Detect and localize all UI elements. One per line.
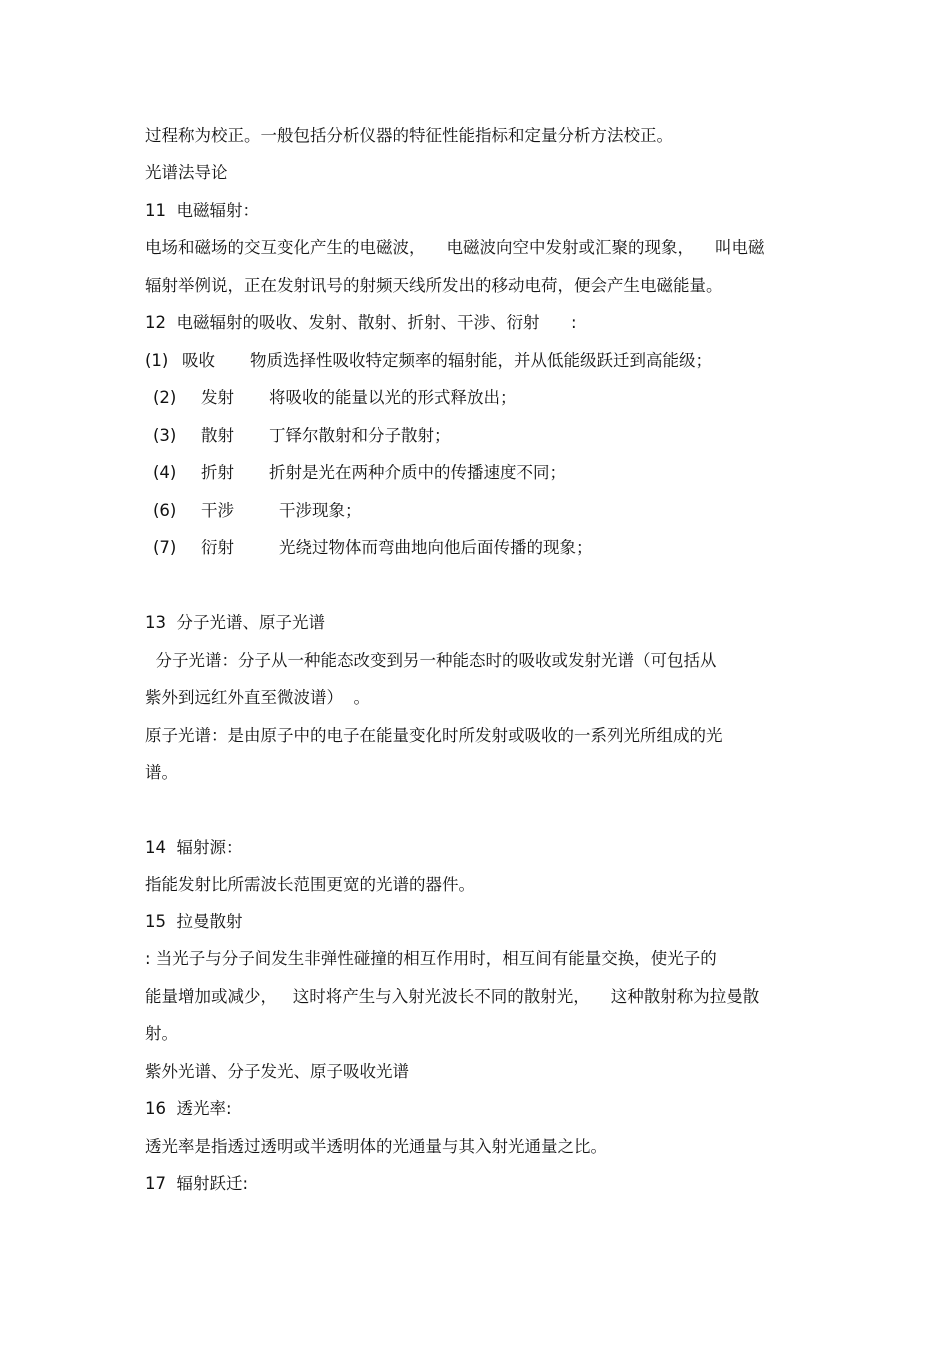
text-line: 能量增加或减少， 这时将产生与入射光波长不同的散射光， 这种散射称为拉曼散 — [145, 987, 760, 1006]
text-line: 透光率是指透过透明或半透明体的光通量与其入射光通量之比。 — [145, 1137, 607, 1156]
text-line: 射。 — [145, 1024, 178, 1043]
section-heading: 光谱法导论 — [145, 163, 228, 182]
text-line: : 当光子与分子间发生非弹性碰撞的相互作用时，相互间有能量交换，使光子的 — [145, 949, 717, 968]
item-heading: 17 辐射跃迁: — [145, 1174, 249, 1193]
text-line: 谱。 — [145, 763, 178, 782]
list-item-term: 发射 — [201, 388, 234, 407]
list-item-description: 将吸收的能量以光的形式释放出； — [269, 388, 517, 407]
list-item-description: 折射是光在两种介质中的传播速度不同； — [269, 463, 566, 482]
list-item-number: (6) — [153, 501, 177, 520]
list-item-description: 丁铎尔散射和分子散射； — [269, 426, 451, 445]
item-heading: 14 辐射源： — [145, 838, 243, 857]
list-item-term: 衍射 — [201, 538, 234, 557]
text-line: 辐射举例说，正在发射讯号的射频天线所发出的移动电荷，便会产生电磁能量。 — [145, 276, 723, 295]
list-item-number: (3) — [153, 426, 177, 445]
list-item-description: 光绕过物体而弯曲地向他后面传播的现象； — [279, 538, 593, 557]
list-item-number: (2) — [153, 388, 177, 407]
list-item-term: 干涉 — [201, 501, 234, 520]
list-item-term: 折射 — [201, 463, 234, 482]
text-line: 原子光谱：是由原子中的电子在能量变化时所发射或吸收的一系列光所组成的光 — [145, 726, 723, 745]
text-line: 紫外光谱、分子发光、原子吸收光谱 — [145, 1062, 409, 1081]
text-line: 过程称为校正。一般包括分析仪器的特征性能指标和定量分析方法校正。 — [145, 126, 673, 145]
list-item-number: (7) — [153, 538, 177, 557]
text-line: 紫外到远红外直至微波谱） 。 — [145, 688, 370, 707]
item-heading: 12 电磁辐射的吸收、发射、散射、折射、干涉、衍射 : — [145, 313, 577, 332]
text-line: 指能发射比所需波长范围更宽的光谱的器件。 — [145, 875, 475, 894]
list-item-number: (1) — [145, 351, 169, 370]
list-item-number: (4) — [153, 463, 177, 482]
text-line: 分子光谱：分子从一种能态改变到另一种能态时的吸收或发射光谱（可包括从 — [145, 651, 717, 670]
list-item-term: 吸收 — [182, 351, 215, 370]
item-heading: 11 电磁辐射： — [145, 201, 259, 220]
item-heading: 16 透光率: — [145, 1099, 232, 1118]
item-heading: 13 分子光谱、原子光谱 — [145, 613, 325, 632]
list-item-term: 散射 — [201, 426, 234, 445]
list-item-description: 干涉现象； — [279, 501, 362, 520]
list-item-description: 物质选择性吸收特定频率的辐射能，并从低能级跃迁到高能级； — [250, 351, 712, 370]
text-line: 电场和磁场的交互变化产生的电磁波， 电磁波向空中发射或汇聚的现象， 叫电磁 — [145, 238, 765, 257]
item-heading: 15 拉曼散射 — [145, 912, 243, 931]
